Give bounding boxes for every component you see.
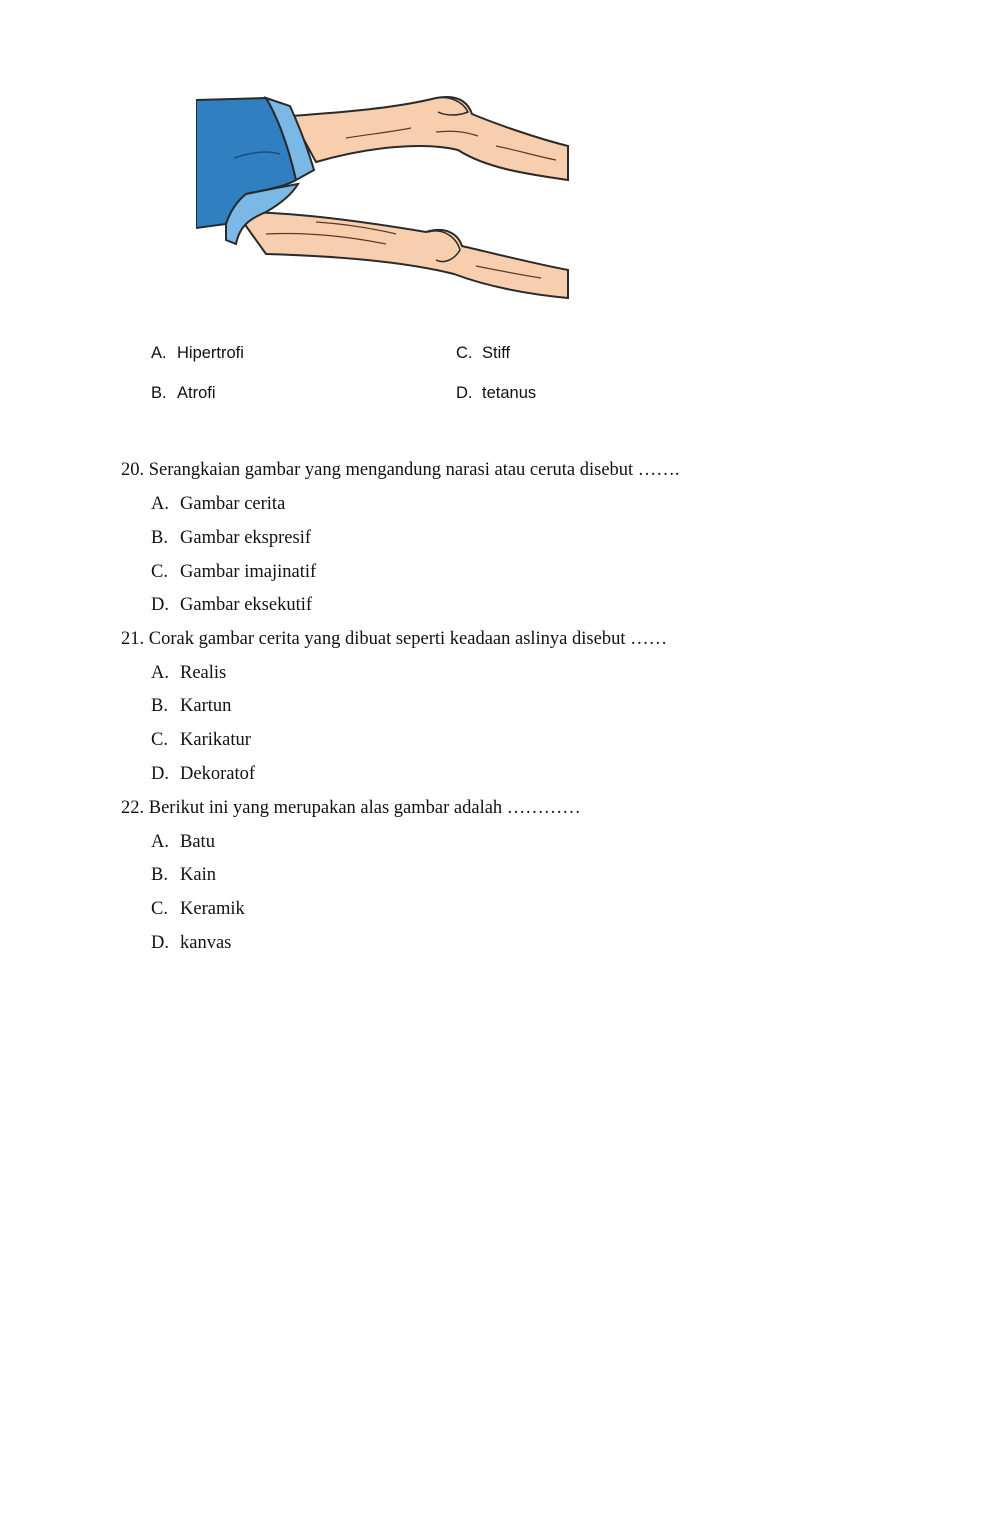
q19-option-d[interactable] — [456, 383, 536, 403]
q22-option-a[interactable] — [151, 831, 215, 853]
q20-option-a[interactable] — [151, 493, 285, 515]
q22-option-d[interactable] — [151, 932, 231, 954]
option-text: Hipertrofi — [177, 344, 244, 362]
q19-option-c[interactable] — [456, 343, 510, 363]
option-letter: C. — [151, 899, 168, 919]
q21-option-c[interactable] — [151, 729, 251, 751]
option-text: Kain — [180, 865, 216, 885]
option-text: Batu — [180, 832, 215, 852]
option-letter: B. — [151, 696, 168, 716]
q21-option-d[interactable] — [151, 763, 255, 785]
question-21: 21. Corak gambar cerita yang dibuat seperti keadaan aslinya disebut …… — [121, 629, 668, 649]
option-text: Dekoratof — [180, 764, 255, 784]
option-text: Stiff — [482, 344, 511, 362]
option-text: Gambar eksekutif — [180, 595, 313, 615]
q20-option-d[interactable] — [151, 594, 312, 616]
q19-option-a[interactable] — [151, 343, 244, 363]
option-letter: C. — [456, 344, 473, 362]
option-letter: A. — [151, 494, 169, 514]
option-letter: D. — [151, 933, 169, 953]
option-letter: B. — [151, 865, 168, 885]
question-22: 22. Berikut ini yang merupakan alas gambar adalah ………… — [121, 798, 581, 818]
option-letter: A. — [151, 663, 169, 683]
option-text: Gambar ekspresif — [180, 528, 311, 548]
legs-illustration — [196, 94, 570, 300]
q19-option-b[interactable] — [151, 383, 216, 403]
question-20: 20. Serangkaian gambar yang mengandung narasi atau ceruta disebut ……. — [121, 460, 680, 480]
option-text: Kartun — [180, 696, 232, 716]
option-text: Karikatur — [180, 730, 251, 750]
option-text: Gambar cerita — [180, 494, 286, 514]
option-letter: D. — [151, 595, 169, 615]
option-text: kanvas — [180, 933, 232, 953]
option-letter: D. — [456, 384, 473, 402]
option-letter: B. — [151, 384, 167, 402]
option-text: Keramik — [180, 899, 245, 919]
q20-option-b[interactable] — [151, 527, 311, 549]
q21-option-a[interactable] — [151, 662, 226, 684]
option-letter: A. — [151, 344, 167, 362]
q20-option-c[interactable] — [151, 561, 316, 583]
option-text: Gambar imajinatif — [180, 562, 317, 582]
option-text: tetanus — [482, 384, 537, 402]
option-letter: B. — [151, 528, 168, 548]
q21-option-b[interactable] — [151, 695, 231, 717]
lower-leg — [236, 212, 568, 298]
q22-option-b[interactable] — [151, 864, 216, 886]
option-letter: D. — [151, 764, 169, 784]
option-letter: C. — [151, 562, 168, 582]
q22-option-c[interactable] — [151, 898, 245, 920]
option-text: Atrofi — [177, 384, 216, 402]
option-letter: C. — [151, 730, 168, 750]
upper-leg — [291, 97, 568, 180]
option-letter: A. — [151, 832, 169, 852]
option-text: Realis — [180, 663, 227, 683]
